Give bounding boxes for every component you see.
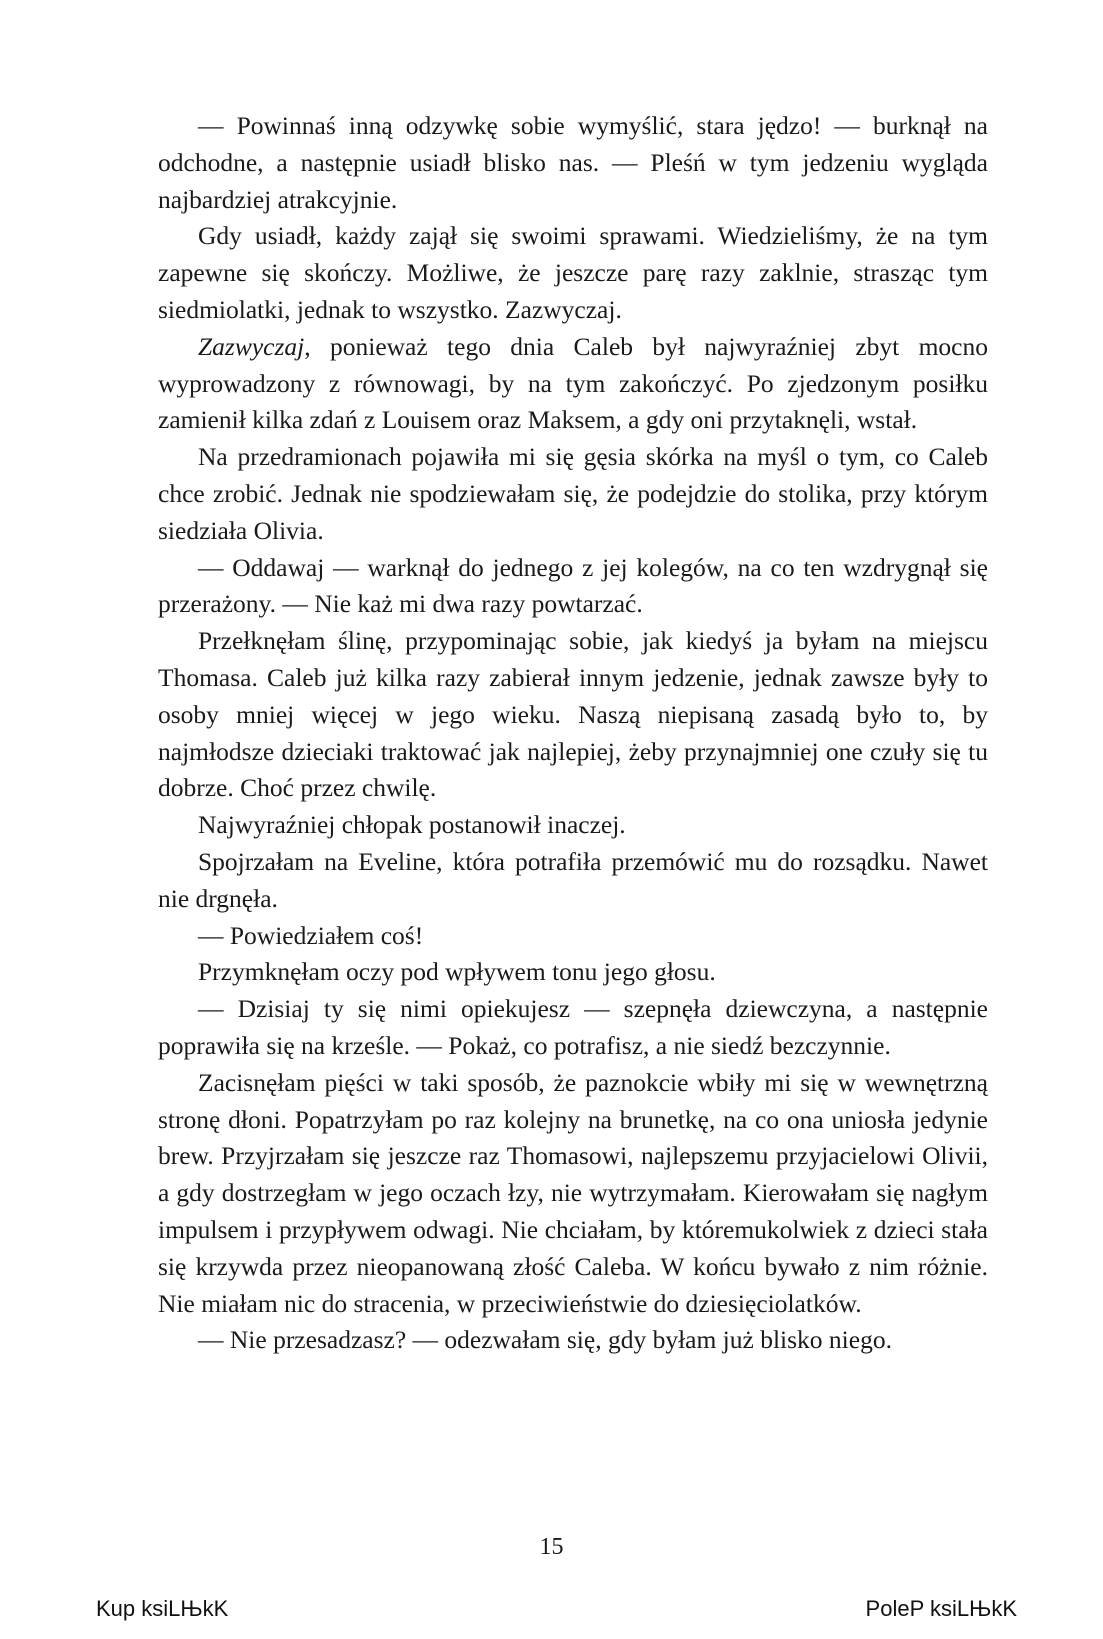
paragraph: — Dzisiaj ty się nimi opiekujesz — szepnęła dziewczyna, a następnie poprawiła się na krześle. — Pokaż, co potrafisz, a nie siedź bezczynnie. [158, 994, 988, 1060]
paragraph [158, 329, 988, 439]
paragraph: Na przedramionach pojawiła mi się gęsia skórka na myśl o tym, co Caleb chce zrobić. Jednak nie spodziewałam się, że podejdzie do stolika, przy którym siedziała Olivia. [158, 442, 988, 545]
paragraph: — Oddawaj — warknął do jednego z jej kolegów, na co ten wzdrygnął się przerażony. — Nie każ mi dwa razy powtarzać. [158, 552, 988, 619]
paragraph: Spojrzałam na Eveline, która potrafiła przemówić mu do rozsądku. Nawet nie drgnęła. [158, 846, 988, 913]
paragraph-rest: , ponieważ tego dnia Caleb był najwyraźniej zbyt mocno wyprowadzony z równowagi, by na tym zakończyć. Po zjedzonym posiłku zamienił kilka zdań z Louisem oraz Maksem, a gdy oni przytaknęli, wstał. [158, 331, 988, 435]
paragraph: Przełknęłam ślinę, przypominając sobie, jak kiedyś ja byłam na miejscu Thomasa. Caleb już kilka razy zabierał innym jedzenie, jednak zawsze były to osoby mniej więcej w jego wieku. Naszą niepisaną zasadą było to, by najmłodsze dzieciaki traktować jak najlepiej, żeby przynajmniej one czuły się tu dobrze. Choć przez chwilę. [158, 626, 988, 803]
emphasized-word: Zazwyczaj [198, 331, 305, 361]
book-page-text [158, 108, 988, 1359]
page-number: 15 [539, 1534, 564, 1560]
paragraph: Przymknęłam oczy pod wpływem tonu jego głosu. [198, 957, 716, 987]
paragraph: — Powinnaś inną odzywkę sobie wymyślić, stara jędzo! — burknął na odchodne, a następnie usiadł blisko nas. — Pleśń w tym jedzeniu wygląda najbardziej atrakcyjnie. [158, 111, 988, 214]
paragraph: Gdy usiadł, każdy zajął się swoimi sprawami. Wiedzieliśmy, że na tym zapewne się skończy. Możliwe, że jeszcze parę razy zaklnie, strasząc tym siedmiolatki, jednak to wszystko. Zazwyczaj. [158, 221, 988, 324]
footer-recommend-book-link[interactable]: PoleP ksiLЊkK [865, 1596, 1017, 1621]
paragraph: Najwyraźniej chłopak postanowił inaczej. [198, 810, 626, 840]
paragraph: — Nie przesadzasz? — odezwałam się, gdy byłam już blisko niego. [198, 1325, 892, 1355]
paragraph: — Powiedziałem coś! [198, 920, 424, 950]
paragraph: Zacisnęłam pięści w taki sposób, że paznokcie wbiły mi się w wewnętrzną stronę dłoni. Popatrzyłam po raz kolejny na brunetkę, na co ona uniosła jedynie brew. Przyjrzałam się jeszcze raz Thomasowi, najlepszemu przyjacielowi Olivii, a gdy dostrzegłam w jego oczach łzy, nie wytrzymałam. Kierowałam się nagłym impulsem i przypływem odwagi. Nie chciałam, by któremukolwiek z dzieci stała się krzywda przez nieopanowaną złość Caleba. W końcu bywało z nim różnie. Nie miałam nic do stracenia, w przeciwieństwie do dziesięciolatków. [158, 1067, 988, 1318]
footer-buy-book-link[interactable]: Kup ksiLЊkK [96, 1596, 229, 1621]
